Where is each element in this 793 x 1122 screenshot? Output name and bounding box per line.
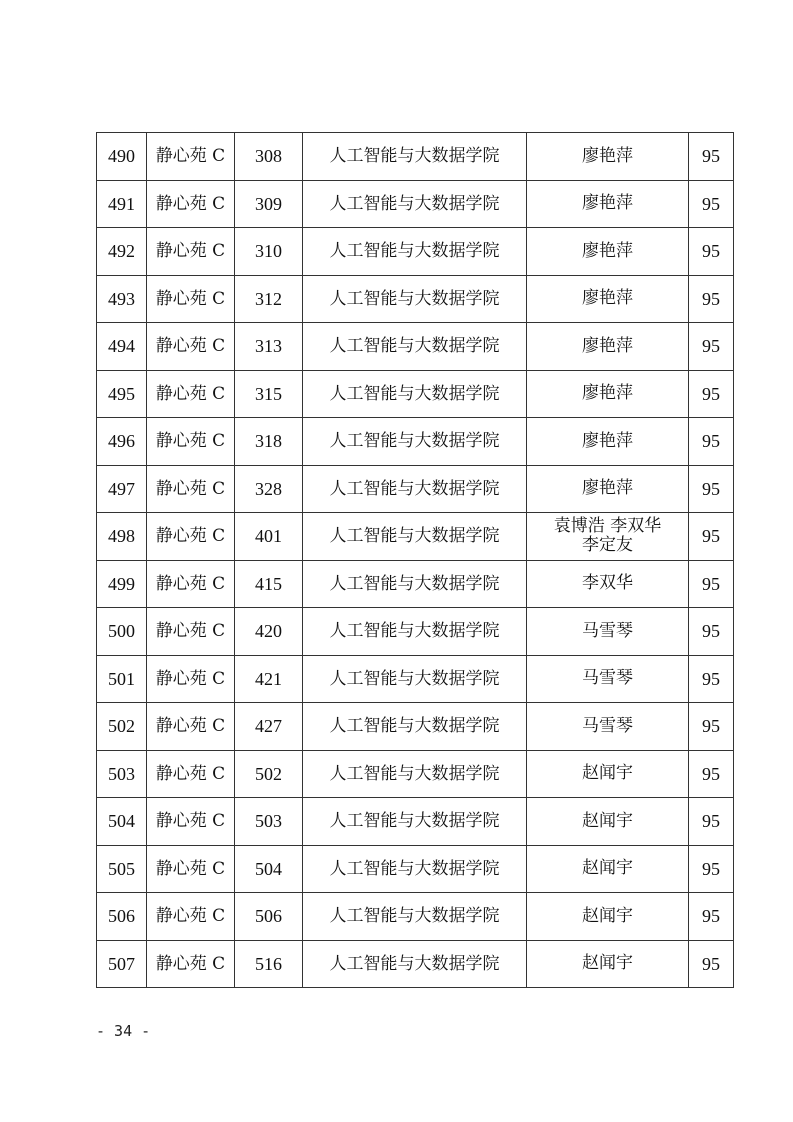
- cell-serial-number: 491: [97, 180, 147, 228]
- cell-room-number: 427: [235, 703, 303, 751]
- cell-teacher: 赵闻宇: [527, 845, 689, 893]
- cell-serial-number: 495: [97, 370, 147, 418]
- cell-room-number: 415: [235, 560, 303, 608]
- cell-college: 人工智能与大数据学院: [303, 845, 527, 893]
- cell-serial-number: 499: [97, 560, 147, 608]
- table-row: [97, 370, 734, 418]
- cell-score: 95: [689, 323, 734, 371]
- cell-college: 人工智能与大数据学院: [303, 750, 527, 798]
- cell-serial-number: 506: [97, 893, 147, 941]
- table-row: [97, 323, 734, 371]
- cell-college: 人工智能与大数据学院: [303, 133, 527, 181]
- cell-serial-number: 490: [97, 133, 147, 181]
- cell-college: 人工智能与大数据学院: [303, 893, 527, 941]
- cell-college: 人工智能与大数据学院: [303, 560, 527, 608]
- cell-room-number: 310: [235, 228, 303, 276]
- cell-building: 静心苑 C: [147, 370, 235, 418]
- table-row: [97, 228, 734, 276]
- cell-teacher: 李双华: [527, 560, 689, 608]
- cell-serial-number: 498: [97, 513, 147, 561]
- table-row: [97, 608, 734, 656]
- table-row: [97, 798, 734, 846]
- cell-building: 静心苑 C: [147, 703, 235, 751]
- cell-room-number: 401: [235, 513, 303, 561]
- cell-teacher: 赵闻宇: [527, 798, 689, 846]
- cell-college: 人工智能与大数据学院: [303, 465, 527, 513]
- cell-teacher: 赵闻宇: [527, 893, 689, 941]
- cell-building: 静心苑 C: [147, 940, 235, 988]
- cell-room-number: 313: [235, 323, 303, 371]
- cell-room-number: 421: [235, 655, 303, 703]
- cell-score: 95: [689, 703, 734, 751]
- cell-room-number: 309: [235, 180, 303, 228]
- table-row: [97, 750, 734, 798]
- cell-room-number: 328: [235, 465, 303, 513]
- cell-serial-number: 503: [97, 750, 147, 798]
- cell-teacher: 廖艳萍: [527, 180, 689, 228]
- cell-score: 95: [689, 180, 734, 228]
- cell-building: 静心苑 C: [147, 750, 235, 798]
- cell-score: 95: [689, 750, 734, 798]
- dormitory-score-table: [96, 132, 733, 988]
- cell-room-number: 315: [235, 370, 303, 418]
- cell-college: 人工智能与大数据学院: [303, 703, 527, 751]
- cell-teacher: 廖艳萍: [527, 133, 689, 181]
- cell-room-number: 502: [235, 750, 303, 798]
- cell-serial-number: 493: [97, 275, 147, 323]
- cell-serial-number: 494: [97, 323, 147, 371]
- cell-building: 静心苑 C: [147, 275, 235, 323]
- cell-building: 静心苑 C: [147, 465, 235, 513]
- table-row: [97, 180, 734, 228]
- cell-building: 静心苑 C: [147, 418, 235, 466]
- cell-serial-number: 502: [97, 703, 147, 751]
- cell-teacher: 袁博浩 李双华 李定友: [527, 513, 689, 561]
- cell-teacher: 廖艳萍: [527, 228, 689, 276]
- table-row: [97, 703, 734, 751]
- cell-building: 静心苑 C: [147, 845, 235, 893]
- cell-college: 人工智能与大数据学院: [303, 228, 527, 276]
- cell-room-number: 504: [235, 845, 303, 893]
- cell-score: 95: [689, 655, 734, 703]
- cell-score: 95: [689, 228, 734, 276]
- cell-building: 静心苑 C: [147, 323, 235, 371]
- cell-room-number: 420: [235, 608, 303, 656]
- cell-room-number: 503: [235, 798, 303, 846]
- cell-teacher: 廖艳萍: [527, 465, 689, 513]
- cell-serial-number: 501: [97, 655, 147, 703]
- cell-serial-number: 496: [97, 418, 147, 466]
- cell-room-number: 506: [235, 893, 303, 941]
- table-row: [97, 133, 734, 181]
- cell-serial-number: 497: [97, 465, 147, 513]
- cell-teacher: 赵闻宇: [527, 750, 689, 798]
- cell-building: 静心苑 C: [147, 133, 235, 181]
- cell-building: 静心苑 C: [147, 228, 235, 276]
- cell-building: 静心苑 C: [147, 798, 235, 846]
- table-row: [97, 560, 734, 608]
- table-row: [97, 845, 734, 893]
- cell-college: 人工智能与大数据学院: [303, 655, 527, 703]
- cell-serial-number: 504: [97, 798, 147, 846]
- cell-college: 人工智能与大数据学院: [303, 275, 527, 323]
- cell-college: 人工智能与大数据学院: [303, 940, 527, 988]
- table-row: [97, 940, 734, 988]
- cell-score: 95: [689, 845, 734, 893]
- cell-score: 95: [689, 133, 734, 181]
- cell-score: 95: [689, 275, 734, 323]
- cell-college: 人工智能与大数据学院: [303, 513, 527, 561]
- cell-college: 人工智能与大数据学院: [303, 370, 527, 418]
- cell-score: 95: [689, 513, 734, 561]
- cell-serial-number: 505: [97, 845, 147, 893]
- cell-score: 95: [689, 608, 734, 656]
- page-number: - 34 -: [96, 1022, 151, 1040]
- cell-room-number: 308: [235, 133, 303, 181]
- cell-score: 95: [689, 940, 734, 988]
- cell-college: 人工智能与大数据学院: [303, 323, 527, 371]
- cell-score: 95: [689, 560, 734, 608]
- cell-score: 95: [689, 370, 734, 418]
- cell-teacher: 廖艳萍: [527, 370, 689, 418]
- cell-teacher: 廖艳萍: [527, 275, 689, 323]
- cell-score: 95: [689, 418, 734, 466]
- table-body: [97, 133, 734, 988]
- cell-teacher: 马雪琴: [527, 703, 689, 751]
- cell-teacher: 马雪琴: [527, 608, 689, 656]
- table-row: [97, 513, 734, 561]
- cell-serial-number: 507: [97, 940, 147, 988]
- cell-college: 人工智能与大数据学院: [303, 180, 527, 228]
- cell-score: 95: [689, 465, 734, 513]
- cell-serial-number: 500: [97, 608, 147, 656]
- cell-score: 95: [689, 893, 734, 941]
- cell-teacher: 廖艳萍: [527, 418, 689, 466]
- score-table: [96, 132, 734, 988]
- table-row: [97, 465, 734, 513]
- cell-score: 95: [689, 798, 734, 846]
- cell-building: 静心苑 C: [147, 180, 235, 228]
- cell-room-number: 312: [235, 275, 303, 323]
- cell-college: 人工智能与大数据学院: [303, 608, 527, 656]
- cell-building: 静心苑 C: [147, 608, 235, 656]
- table-row: [97, 655, 734, 703]
- table-row: [97, 893, 734, 941]
- cell-serial-number: 492: [97, 228, 147, 276]
- cell-teacher: 廖艳萍: [527, 323, 689, 371]
- cell-building: 静心苑 C: [147, 893, 235, 941]
- cell-college: 人工智能与大数据学院: [303, 418, 527, 466]
- cell-room-number: 516: [235, 940, 303, 988]
- table-row: [97, 275, 734, 323]
- cell-teacher: 马雪琴: [527, 655, 689, 703]
- table-row: [97, 418, 734, 466]
- cell-teacher: 赵闻宇: [527, 940, 689, 988]
- cell-college: 人工智能与大数据学院: [303, 798, 527, 846]
- cell-building: 静心苑 C: [147, 560, 235, 608]
- cell-room-number: 318: [235, 418, 303, 466]
- cell-building: 静心苑 C: [147, 655, 235, 703]
- cell-building: 静心苑 C: [147, 513, 235, 561]
